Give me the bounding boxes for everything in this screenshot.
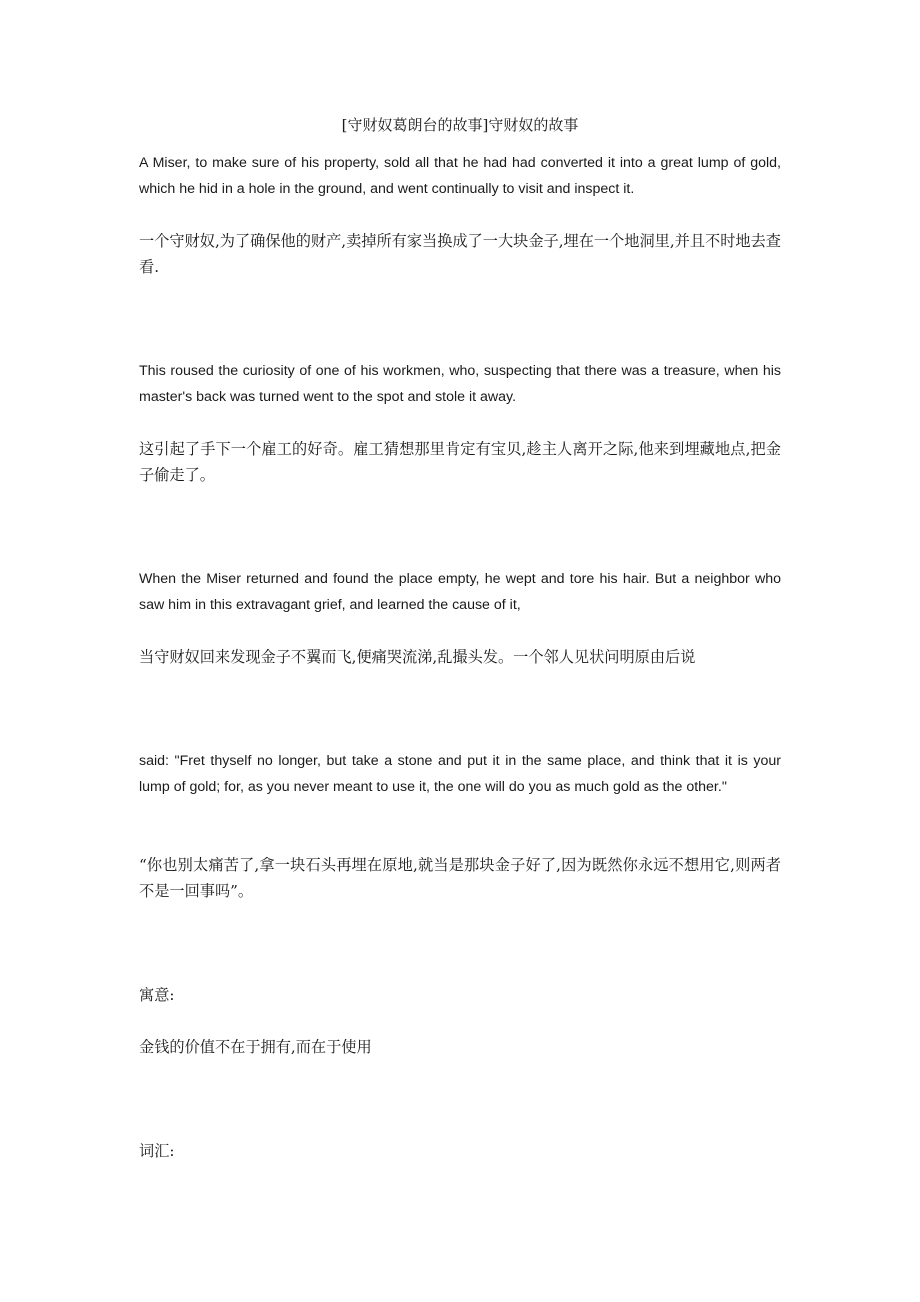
- paragraph-1-chinese: 一个守财奴,为了确保他的财产,卖掉所有家当换成了一大块金子,埋在一个地洞里,并且不时地去查看.: [139, 232, 781, 276]
- moral-text: 金钱的价值不在于拥有,而在于使用: [139, 1038, 372, 1056]
- paragraph-4-english: said: "Fret thyself no longer, but take a stone and put it in the same place, and think that it is your lump of gold; for, as you never meant to use it, the one will do you as much gold as the other.": [139, 753, 781, 795]
- moral-label: 寓意:: [139, 986, 175, 1004]
- paragraph-2-chinese: 这引起了手下一个雇工的好奇。雇工猜想那里肯定有宝贝,趁主人离开之际,他来到埋藏地点,把金子偷走了。: [139, 440, 781, 484]
- paragraph-1-english: A Miser, to make sure of his property, sold all that he had had converted it into a great lump of gold, which he hid in a hole in the ground, and went continually to visit and inspect it.: [139, 155, 781, 197]
- vocabulary-label: 词汇:: [139, 1142, 175, 1160]
- document-title: [守财奴葛朗台的故事]守财奴的故事: [341, 116, 579, 134]
- paragraph-3-chinese: 当守财奴回来发现金子不翼而飞,便痛哭流涕,乱撮头发。一个邻人见状问明原由后说: [139, 648, 696, 666]
- paragraph-4-chinese: “你也别太痛苦了,拿一块石头再埋在原地,就当是那块金子好了,因为既然你永远不想用它,则两者不是一回事吗”。: [139, 856, 781, 900]
- paragraph-2-english: This roused the curiosity of one of his workmen, who, suspecting that there was a treasure, when his master's back was turned went to the spot and stole it away.: [139, 363, 781, 405]
- paragraph-3-english: When the Miser returned and found the place empty, he wept and tore his hair. But a neighbor who saw him in this extravagant grief, and learned the cause of it,: [139, 571, 781, 613]
